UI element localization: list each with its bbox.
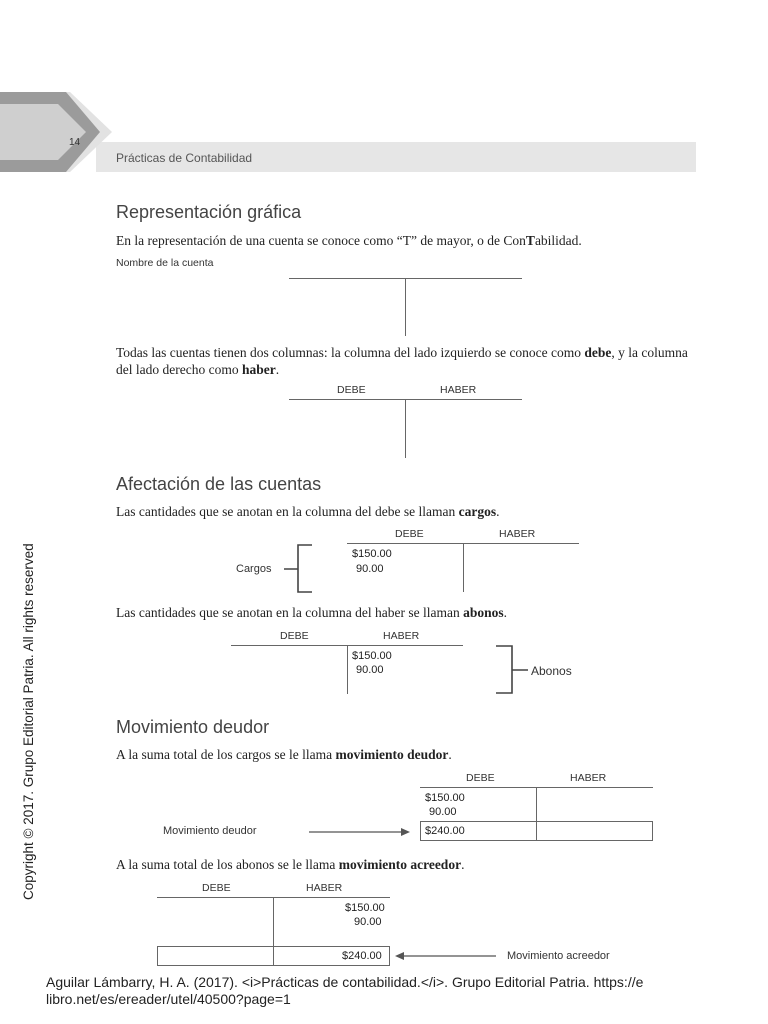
header-band	[0, 92, 696, 172]
cargos-value-1: $150.00	[352, 548, 392, 560]
columns-paragraph: Todas las cuentas tienen dos columnas: la columna del lado izquierdo se conoce como debe, y la columna del lado derecho como haber.	[116, 345, 688, 377]
account-name-label: Nombre de la cuenta	[116, 257, 214, 269]
haber-label: HABER	[440, 384, 477, 396]
deudor-haber-label: HABER	[570, 772, 607, 784]
acreedor-paragraph: A la suma total de los abonos se le llama movimiento acreedor.	[116, 857, 465, 872]
deudor-value-2: 90.00	[429, 806, 457, 818]
intro-paragraph: En la representación de una cuenta se conoce como “T” de mayor, o de ConTabilidad.	[116, 233, 582, 248]
cargos-value-2: 90.00	[356, 563, 384, 575]
acreedor-debe-label: DEBE	[202, 882, 231, 894]
deudor-debe-label: DEBE	[466, 772, 495, 784]
running-title: Prácticas de Contabilidad	[116, 151, 253, 165]
heading-movimiento: Movimiento deudor	[116, 717, 270, 737]
deudor-arrow-icon	[309, 826, 411, 838]
deudor-label: Movimiento deudor	[163, 825, 257, 837]
citation-footer: Aguilar Lámbarry, H. A. (2017). <i>Prácticas de contabilidad.</i>. Grupo Editorial Patria. https://e libro.net/es/ereader/utel/40500?page=1	[46, 974, 644, 1007]
cargos-label: Cargos	[236, 563, 272, 575]
debe-label: DEBE	[337, 384, 366, 396]
page-number: 14	[69, 137, 81, 148]
abonos-value-1: $150.00	[352, 650, 392, 662]
abonos-bracket	[494, 645, 530, 695]
deudor-value-1: $150.00	[425, 792, 465, 804]
cargos-haber-label: HABER	[499, 528, 536, 540]
abonos-haber-label: HABER	[383, 630, 420, 642]
t-account-2-stem	[405, 399, 406, 458]
acreedor-arrow-icon	[394, 950, 498, 962]
deudor-paragraph: A la suma total de los cargos se le llama movimiento deudor.	[116, 747, 452, 762]
t-account-stem	[405, 278, 406, 336]
acreedor-value-1: $150.00	[345, 902, 385, 914]
cargos-bracket	[282, 544, 316, 594]
abonos-value-2: 90.00	[356, 664, 384, 676]
abonos-paragraph: Las cantidades que se anotan en la columna del haber se llaman abonos.	[116, 605, 508, 620]
acreedor-haber-label: HABER	[306, 882, 343, 894]
cargos-t-stem	[463, 543, 464, 592]
cargos-paragraph: Las cantidades que se anotan en la columna del debe se llaman cargos.	[116, 504, 500, 519]
deudor-total: $240.00	[425, 825, 465, 837]
cargos-debe-label: DEBE	[395, 528, 424, 540]
copyright-notice: Copyright © 2017. Grupo Editorial Patria. All rights reserved	[21, 543, 36, 900]
abonos-t-stem	[347, 645, 348, 694]
acreedor-label: Movimiento acreedor	[507, 950, 610, 962]
abonos-label: Abonos	[531, 664, 572, 678]
heading-representacion: Representación gráfica	[116, 202, 302, 222]
acreedor-total: $240.00	[342, 950, 382, 962]
heading-afectacion: Afectación de las cuentas	[116, 474, 322, 494]
abonos-debe-label: DEBE	[280, 630, 309, 642]
acreedor-value-2: 90.00	[354, 916, 382, 928]
